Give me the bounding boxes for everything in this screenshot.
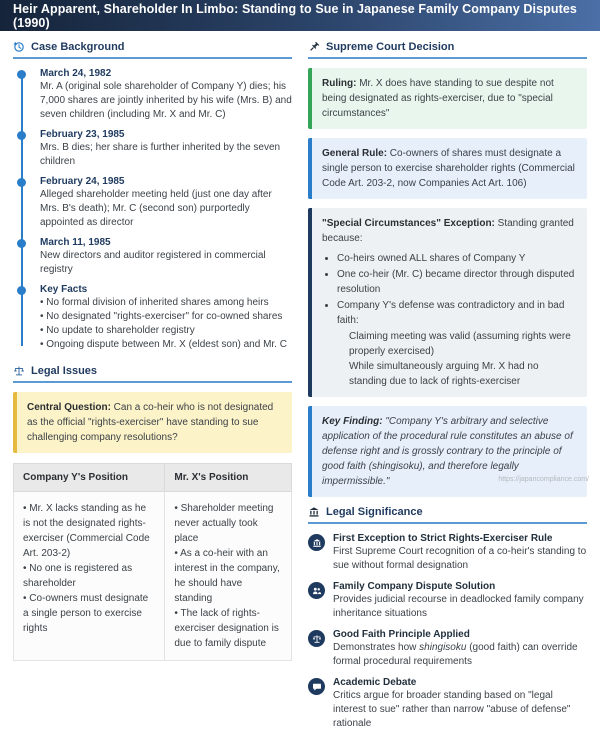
content-columns [0,31,600,739]
significance-item [308,581,587,621]
key-fact: • Ongoing dispute between Mr. X (eldest son) and Mr. C [40,338,292,352]
special-circumstances-box [308,208,587,397]
mr-x-position-cell [165,492,292,661]
timeline-date: March 11, 1985 [40,237,111,248]
central-question-text: Can a co-heir who is not designated as the official "rights-exerciser" have standing to sue challenging company resolutions? [27,402,274,443]
timeline-text: Alleged shareholder meeting held (just one day after Mrs. B's death); Mr. C (second son) purportedly appointed as director [40,189,272,228]
italic-term: shingisoku [419,642,467,653]
central-question-box [13,392,292,453]
position-point: • As a co-heir with an interest in the company, he should have standing [174,546,282,606]
timeline-text: Mrs. B dies; her share is further inherited by the seven children [40,142,281,167]
page-header [0,0,600,31]
significance-title: Academic Debate [333,677,417,688]
exception-point: • One co-heir (Mr. C) became director through disputed resolution [337,267,577,297]
section-legal-significance [308,506,587,524]
section-supreme-court-decision [308,41,587,59]
key-fact: • No formal division of inherited shares among heirs [40,296,292,310]
scales-icon [13,365,25,377]
table-row [14,492,292,661]
key-fact: • No designated "rights-exerciser" for co-owned shares [40,310,292,324]
section-title: Legal Significance [326,506,423,518]
timeline-date: Key Facts [40,284,88,295]
section-case-background [13,41,292,59]
significance-title: First Exception to Strict Rights-Exerciser Rule [333,533,553,544]
position-point: • No one is registered as shareholder [23,561,155,591]
comment-icon [308,678,325,695]
section-legal-issues [13,365,292,383]
timeline-entry [40,129,292,169]
timeline-date: March 24, 1982 [40,68,112,79]
users-icon [308,582,325,599]
significance-text: Provides judicial recourse in deadlocked family company inheritance situations [333,594,584,619]
timeline-date: February 23, 1985 [40,129,125,140]
ruling-text: Mr. X does have standing to sue despite not being designated as rights-exerciser, due to "special circumstances" [322,78,554,119]
timeline-entry-key-facts [40,284,292,352]
significance-item [308,533,587,573]
exception-point: • Company Y's defense was contradictory and in bad faith: [337,298,577,328]
left-column [13,41,292,739]
page-title: Heir Apparent, Shareholder In Limbo: Standing to Sue in Japanese Family Company Disputes (1990) [13,1,577,30]
bank-icon [308,506,320,518]
key-finding-box [308,406,587,497]
timeline-entry [40,176,292,230]
scale-icon [308,630,325,647]
significance-item [308,677,587,731]
gavel-icon [308,41,320,53]
timeline-text: New directors and auditor registered in commercial registry [40,250,266,275]
exception-sub-point: While simultaneously arguing Mr. X had no standing due to lack of rights-exerciser [349,361,539,387]
central-question-label: Central Question: [27,402,111,413]
general-rule-text: Co-owners of shares must designate a single person to exercise shareholder rights (Commercial Code Art. 203-2, now Companies Act Art. 106) [322,148,575,189]
position-point: • Mr. X lacks standing as he is not the designated rights-exerciser (Commercial Code Art. 203-2) [23,501,155,561]
exception-intro: Standing granted because: [322,218,574,244]
ruling-label: Ruling: [322,78,357,89]
key-facts-list [40,296,292,352]
source-url-link[interactable]: https://japancompliance.com/ [498,476,589,483]
exception-list [322,251,577,328]
company-y-position-cell [14,492,165,661]
right-column [308,41,587,739]
key-fact: • No update to shareholder registry [40,324,292,338]
ruling-box [308,68,587,129]
key-finding-text: "Company Y's arbitrary and selective application of the procedural rule constitutes an abuse of defense right and is grossly contrary to the principle of good faith (shingisoku), and therefore legally impermissible." [322,416,573,487]
position-point: • Co-owners must designate a single person to exercise rights [23,591,155,636]
section-title: Supreme Court Decision [326,41,455,53]
position-point: • Shareholder meeting never actually took place [174,501,282,546]
case-timeline [13,68,292,352]
significance-text: Critics argue for broader standing based on "legal interest to sue" rather than narrow "abuse of defense" rationale [333,690,571,729]
significance-item [308,629,587,669]
general-rule-label: General Rule: [322,148,388,159]
exception-point: • Co-heirs owned ALL shares of Company Y [337,251,577,266]
significance-title: Good Faith Principle Applied [333,629,470,640]
significance-text: First Supreme Court recognition of a co-heir's standing to sue without formal designation [333,546,587,571]
timeline-entry [40,237,292,277]
exception-sub-points [322,329,577,389]
table-header-row [14,464,292,492]
landmark-icon [308,534,325,551]
general-rule-box [308,138,587,199]
timeline-entry [40,68,292,122]
position-point: • The lack of rights-exerciser designation is due to family dispute [174,606,282,651]
exception-label: "Special Circumstances" Exception: [322,218,495,229]
section-title: Case Background [31,41,125,53]
timeline-date: February 24, 1985 [40,176,125,187]
significance-text: Demonstrates how shingisoku (good faith) can override formal procedural requirements [333,642,578,667]
column-header-mr-x: Mr. X's Position [165,464,292,492]
positions-table [13,463,292,661]
timeline-text: Mr. A (original sole shareholder of Company Y) dies; his 7,000 shares are jointly inherited by his wife (Mrs. B) and seven children (including Mr. X and Mr. C) [40,81,292,120]
history-icon [13,41,25,53]
column-header-company-y: Company Y's Position [14,464,165,492]
significance-title: Family Company Dispute Solution [333,581,496,592]
key-finding-label: Key Finding: [322,416,383,427]
exception-sub-point: Claiming meeting was valid (assuming rights were properly exercised) [349,331,571,357]
section-title: Legal Issues [31,365,98,377]
